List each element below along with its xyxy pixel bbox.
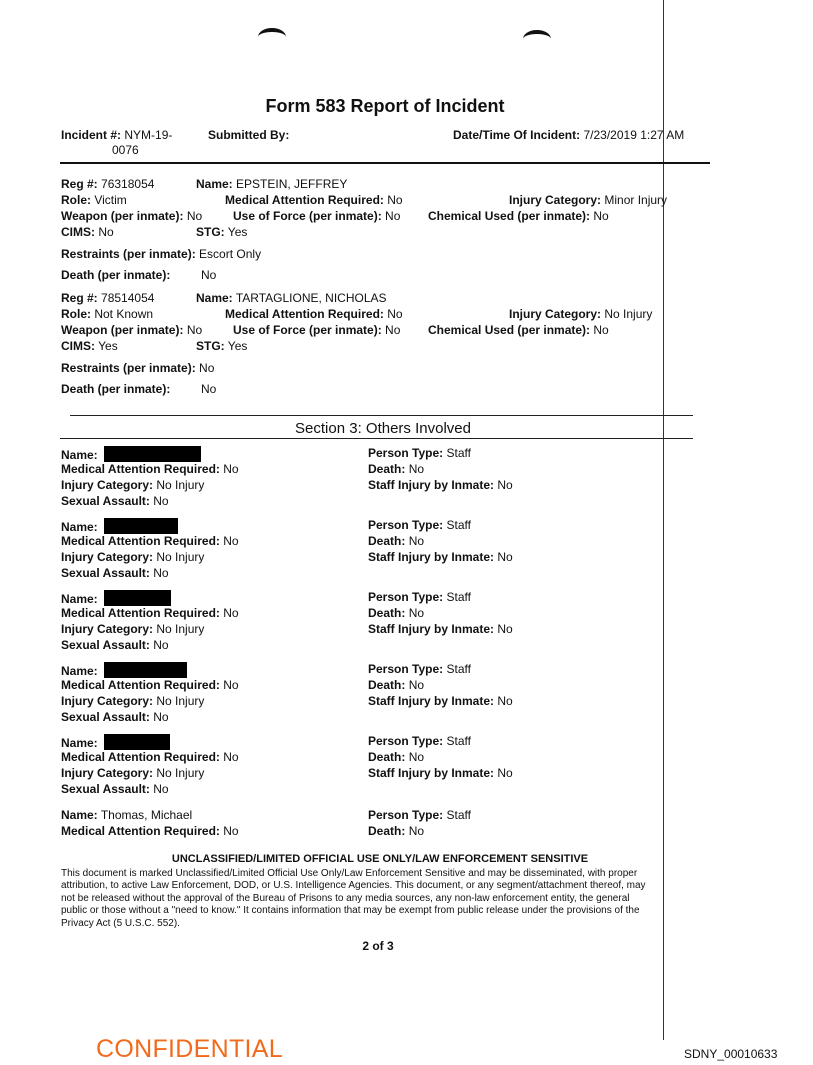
medical-attention: Medical Attention Required: No <box>61 534 239 548</box>
disclaimer-line: public or those without a "need to know." It contains information that may be exempt from public release under the provisions of the <box>61 905 640 917</box>
injury-category: Injury Category: Minor Injury <box>509 193 668 207</box>
person-death: Death: No <box>368 534 425 548</box>
person-name: Name: Thomas, Michael <box>61 808 193 822</box>
medical-attention: Medical Attention Required: No <box>61 678 239 692</box>
section-rule-bottom <box>60 438 693 439</box>
medical-attention: Medical Attention Required: No <box>225 307 403 321</box>
person-name: Name: <box>61 590 171 606</box>
redaction-box <box>104 590 171 606</box>
sexual-assault: Sexual Assault: No <box>61 782 169 796</box>
person-name: Name: <box>61 734 170 750</box>
incident-value-2: 0076 <box>112 143 139 157</box>
section-rule-top <box>70 415 693 416</box>
person-death: Death: No <box>368 606 425 620</box>
medical-attention: Medical Attention Required: No <box>61 462 239 476</box>
injury-category: Injury Category: No Injury <box>61 622 205 636</box>
person-death: Death: No <box>368 462 425 476</box>
staff-injury: Staff Injury by Inmate: No <box>368 694 513 708</box>
person-type: Person Type: Staff <box>368 734 471 748</box>
staff-injury: Staff Injury by Inmate: No <box>368 478 513 492</box>
medical-attention: Medical Attention Required: No <box>61 750 239 764</box>
person-name: Name: <box>61 662 187 678</box>
stg: STG: Yes <box>196 225 248 239</box>
submitted-by-label: Submitted By: <box>208 128 290 142</box>
staff-injury: Staff Injury by Inmate: No <box>368 550 513 564</box>
injury-category: Injury Category: No Injury <box>61 694 205 708</box>
reg-number: Reg #: 76318054 <box>61 177 155 191</box>
disclaimer-line: attribution, to active Law Enforcement, DOD, or U.S. Intelligence Agencies. This document, or any segment/attachment thereof, may <box>61 880 646 892</box>
cims: CIMS: No <box>61 225 114 239</box>
medical-attention: Medical Attention Required: No <box>225 193 403 207</box>
weapon: Weapon (per inmate): No <box>61 209 203 223</box>
confidential-stamp: CONFIDENTIAL <box>96 1035 283 1063</box>
person-type: Person Type: Staff <box>368 662 471 676</box>
medical-attention: Medical Attention Required: No <box>61 824 239 838</box>
disclaimer <box>61 868 741 930</box>
datetime-value: 7/23/2019 1:27 AM <box>583 128 685 142</box>
use-of-force: Use of Force (per inmate): No <box>233 323 401 337</box>
use-of-force: Use of Force (per inmate): No <box>233 209 401 223</box>
incident-number <box>61 128 172 142</box>
person-type: Person Type: Staff <box>368 590 471 604</box>
injury-category: Injury Category: No Injury <box>61 766 205 780</box>
page-number: 2 of 3 <box>362 939 394 953</box>
inmate-name: Name: EPSTEIN, JEFFREY <box>196 177 348 191</box>
person-death: Death: No <box>368 824 425 838</box>
header-rule <box>60 162 710 164</box>
death: Death (per inmate): No <box>61 268 217 282</box>
datetime-label: Date/Time Of Incident: <box>453 128 581 142</box>
person-type: Person Type: Staff <box>368 808 471 822</box>
disclaimer-line: not be released without the approval of the Bureau of Prisons to any media sources, any non-law enforcement entity, the general <box>61 892 630 904</box>
sexual-assault: Sexual Assault: No <box>61 638 169 652</box>
staff-injury: Staff Injury by Inmate: No <box>368 622 513 636</box>
restraints: Restraints (per inmate): No <box>61 361 215 375</box>
redaction-box <box>104 446 201 462</box>
classification-banner: UNCLASSIFIED/LIMITED OFFICIAL USE ONLY/LAW ENFORCEMENT SENSITIVE <box>171 853 589 865</box>
person-type: Person Type: Staff <box>368 446 471 460</box>
sexual-assault: Sexual Assault: No <box>61 710 169 724</box>
restraints: Restraints (per inmate): Escort Only <box>61 247 262 261</box>
person-name: Name: <box>61 446 201 462</box>
incident-value-1: NYM-19- <box>124 128 173 142</box>
staff-injury: Staff Injury by Inmate: No <box>368 766 513 780</box>
inmate-name: Name: TARTAGLIONE, NICHOLAS <box>196 291 387 305</box>
cims: CIMS: Yes <box>61 339 118 353</box>
reg-number: Reg #: 78514054 <box>61 291 155 305</box>
bates-number: SDNY_00010633 <box>684 1047 778 1061</box>
person-type: Person Type: Staff <box>368 518 471 532</box>
incident-label: Incident #: <box>61 128 122 142</box>
chemical-used: Chemical Used (per inmate): No <box>428 323 609 337</box>
binder-hole-mark <box>523 30 551 48</box>
form-title: Form 583 Report of Incident <box>265 96 505 116</box>
incident-datetime <box>453 128 684 142</box>
sexual-assault: Sexual Assault: No <box>61 494 169 508</box>
medical-attention: Medical Attention Required: No <box>61 606 239 620</box>
disclaimer-line: This document is marked Unclassified/Limited Official Use Only/Law Enforcement Sensitive and may be disseminated, with proper <box>61 868 638 879</box>
redaction-box <box>104 734 170 750</box>
injury-category: Injury Category: No Injury <box>61 550 205 564</box>
section-3-title: Section 3: Others Involved <box>295 420 471 437</box>
person-death: Death: No <box>368 750 425 764</box>
inmate-role: Role: Victim <box>61 193 127 207</box>
injury-category: Injury Category: No Injury <box>509 307 653 321</box>
person-death: Death: No <box>368 678 425 692</box>
person-name: Name: <box>61 518 178 534</box>
chemical-used: Chemical Used (per inmate): No <box>428 209 609 223</box>
injury-category: Injury Category: No Injury <box>61 478 205 492</box>
sexual-assault: Sexual Assault: No <box>61 566 169 580</box>
disclaimer-line: Privacy Act (5 U.S.C. 552). <box>61 917 180 929</box>
redaction-box <box>104 518 178 534</box>
binder-hole-mark <box>258 28 286 46</box>
stg: STG: Yes <box>196 339 248 353</box>
death: Death (per inmate): No <box>61 382 217 396</box>
redaction-box <box>104 662 187 678</box>
inmate-role: Role: Not Known <box>61 307 154 321</box>
weapon: Weapon (per inmate): No <box>61 323 203 337</box>
